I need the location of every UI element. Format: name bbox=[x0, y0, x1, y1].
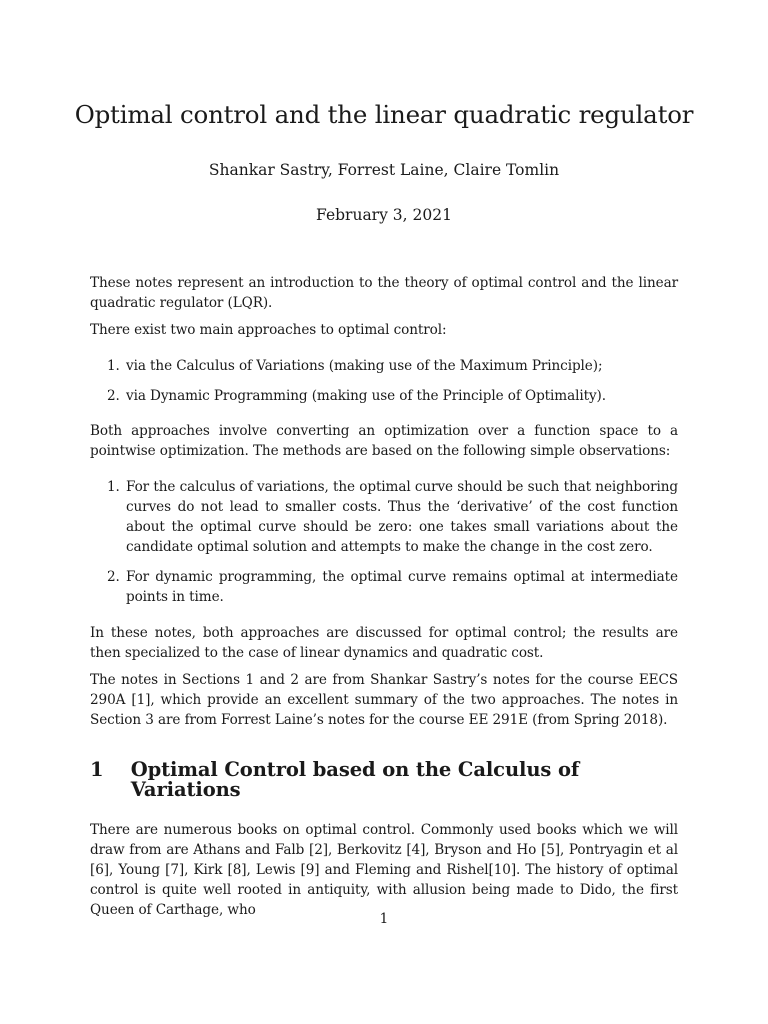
list-item-text: For dynamic programming, the optimal curve remains optimal at intermediate points in time. bbox=[126, 569, 678, 605]
list-item-text: via Dynamic Programming (making use of the Principle of Optimality). bbox=[126, 388, 606, 404]
section-number: 1 bbox=[90, 758, 104, 781]
intro-paragraph: There exist two main approaches to optimal control: bbox=[90, 322, 447, 338]
list-item-number: 2. bbox=[107, 388, 120, 404]
document-body bbox=[90, 273, 678, 927]
body-paragraph: In these notes, both approaches are discussed for optimal control; the results are then specialized to the case of linear dynamics and quadratic cost. bbox=[90, 625, 678, 661]
list-item-text: For the calculus of variations, the optimal curve should be such that neighboring curves do not lead to smaller costs. Thus the ‘derivative’ of the cost function about the optimal curve should be zero: one takes small variations about the candidate optimal solution and attempts to make the change in the cost zero. bbox=[126, 479, 678, 555]
list-item-number: 2. bbox=[107, 569, 120, 585]
list-item bbox=[90, 356, 678, 376]
publication-date: February 3, 2021 bbox=[316, 206, 452, 224]
section-title: Optimal Control based on the Calculus of Variations bbox=[130, 758, 580, 801]
intro-paragraph: These notes represent an introduction to the theory of optimal control and the linear quadratic regulator (LQR). bbox=[90, 275, 678, 311]
list-item bbox=[90, 567, 678, 607]
document-title: Optimal control and the linear quadratic regulator bbox=[74, 100, 694, 129]
list-item-number: 1. bbox=[107, 479, 120, 495]
approaches-list bbox=[90, 356, 678, 406]
page-number: 1 bbox=[379, 911, 389, 927]
body-paragraph: The notes in Sections 1 and 2 are from Shankar Sastry’s notes for the course EECS 290A [1], which provide an excellent summary of the two approaches. The notes in Section 3 are from Forrest Laine’s notes for the course EE 291E (from Spring 2018). bbox=[90, 672, 678, 728]
list-item-number: 1. bbox=[107, 358, 120, 374]
section-paragraph: There are numerous books on optimal control. Commonly used books which we will draw from are Athans and Falb [2], Berkovitz [4], Bryson and Ho [5], Pontryagin et al [6], Young [7], Kirk [8], Lewis [9] and Fleming and Rishel[10]. The history of optimal control is quite well rooted in antiquity, with allusion being made to Dido, the first Queen of Carthage, who bbox=[90, 822, 678, 918]
observations-list bbox=[90, 477, 678, 607]
author-list: Shankar Sastry, Forrest Laine, Claire Tomlin bbox=[208, 161, 560, 179]
list-item bbox=[90, 386, 678, 406]
section-heading bbox=[90, 760, 678, 800]
body-paragraph: Both approaches involve converting an optimization over a function space to a pointwise optimization. The methods are based on the following simple observations: bbox=[90, 423, 678, 459]
list-item-text: via the Calculus of Variations (making use of the Maximum Principle); bbox=[126, 358, 603, 374]
list-item bbox=[90, 477, 678, 557]
